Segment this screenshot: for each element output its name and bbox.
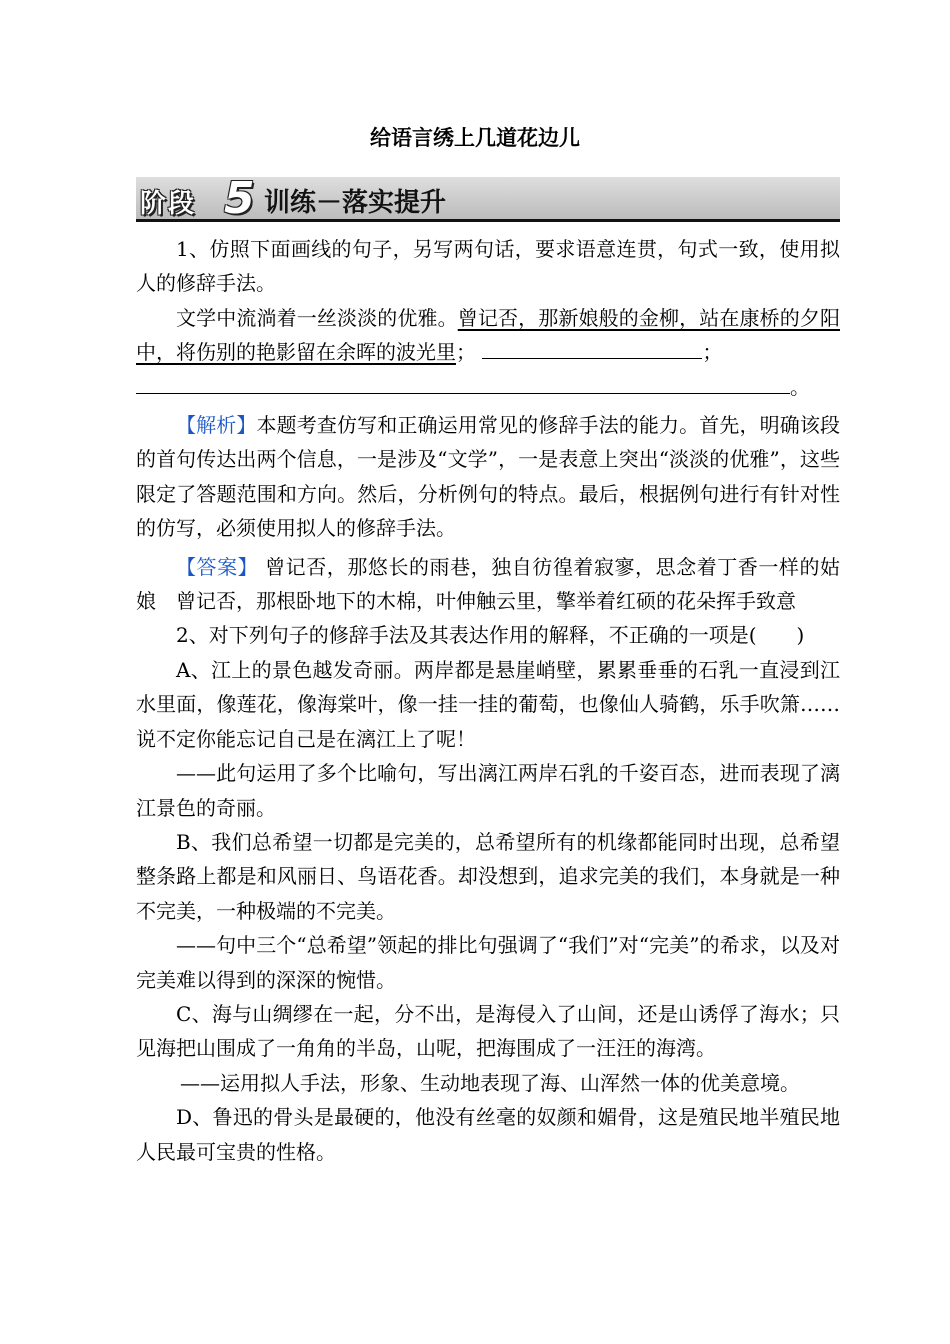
q1-answer-line [136,370,840,404]
q1-example [136,301,840,370]
document-body [136,232,840,1169]
q1-lead: 文学中流淌着一丝淡淡的优雅。 [176,305,458,330]
analysis-tag: 【解析】 [176,413,257,438]
stage-badge [136,173,256,224]
q1-prompt: 1、仿照下面画线的句子，另写两句话，要求语意连贯，句式一致，使用拟人的修辞手法。 [136,237,840,296]
q1-answer-blank-1[interactable] [482,336,702,359]
q2-option-c-explain: ——运用拟人手法，形象、生动地表现了海、山浑然一体的优美意境。 [180,1070,800,1095]
q1-sep2: ； [702,340,723,365]
q2-option-d: D、鲁迅的骨头是最硬的，他没有丝毫的奴颜和媚骨，这是殖民地半殖民地人民最可宝贵的性格。 [136,1105,840,1164]
q1-sep1: ； [456,340,476,365]
answer-text: 曾记否，那悠长的雨巷，独自彷徨着寂寥，思念着丁香一样的姑娘 曾记否，那根卧地下的木棉，叶伸触云里，擎举着红硕的花朵挥手致意 [136,554,841,614]
q2-prompt: 2、对下列句子的修辞手法及其表达作用的解释，不正确的一项是( ) [176,623,805,648]
q1-answer-blank-2[interactable] [136,371,790,394]
q1-underlined-sentence: 曾记否，那新娘般的金柳，站在康桥的夕阳中，将伤别的艳影留在余晖的波光里 [136,305,840,365]
section-banner [136,173,840,224]
banner-title: 训练－落实提升 [264,188,447,218]
stage-label: 阶段 [140,189,197,219]
q2-option-b-explain: ——句中三个“总希望”领起的排比句强调了“我们”对“完美”的希求，以及对完美难以得到的深深的惋惜。 [136,933,840,992]
analysis-text: 本题考查仿写和正确运用常见的修辞手法的能力。首先，明确该段的首句传达出两个信息，一是涉及“文学”，一是表意上突出“淡淡的优雅”，这些限定了答题范围和方向。然后，分析例句的特点。最后，根据例句进行有针对性的仿写，必须使用拟人的修辞手法。 [136,413,840,541]
answer-tag: 【答案】 [176,554,259,579]
q1-answer [136,550,840,619]
q1-analysis [136,408,840,546]
q1-end: 。 [790,374,810,399]
q2-option-c: C、海与山绸缪在一起，分不出，是海侵入了山间，还是山诱俘了海水；只见海把山围成了一角角的半岛，山呢，把海围成了一汪汪的海湾。 [136,1001,840,1061]
q2-option-a-explain: ——此句运用了多个比喻句，写出漓江两岸石乳的千姿百态，进而表现了漓江景色的奇丽。 [136,761,840,820]
stage-number: 5 [224,173,255,224]
page-title: 给语言绣上几道花边儿 [370,126,580,150]
q2-option-b: B、我们总希望一切都是完美的，总希望所有的机缘都能同时出现，总希望整条路上都是和风丽日、鸟语花香。却没想到，追求完美的我们，本身就是一种不完美，一种极端的不完美。 [136,829,840,923]
q2-option-a: A、江上的景色越发奇丽。两岸都是悬崖峭壁，累累垂垂的石乳一直浸到江水里面，像莲花，像海棠叶，像一挂一挂的葡萄，也像仙人骑鹤，乐手吹箫……说不定你能忘记自己是在漓江上了呢！ [136,657,840,751]
